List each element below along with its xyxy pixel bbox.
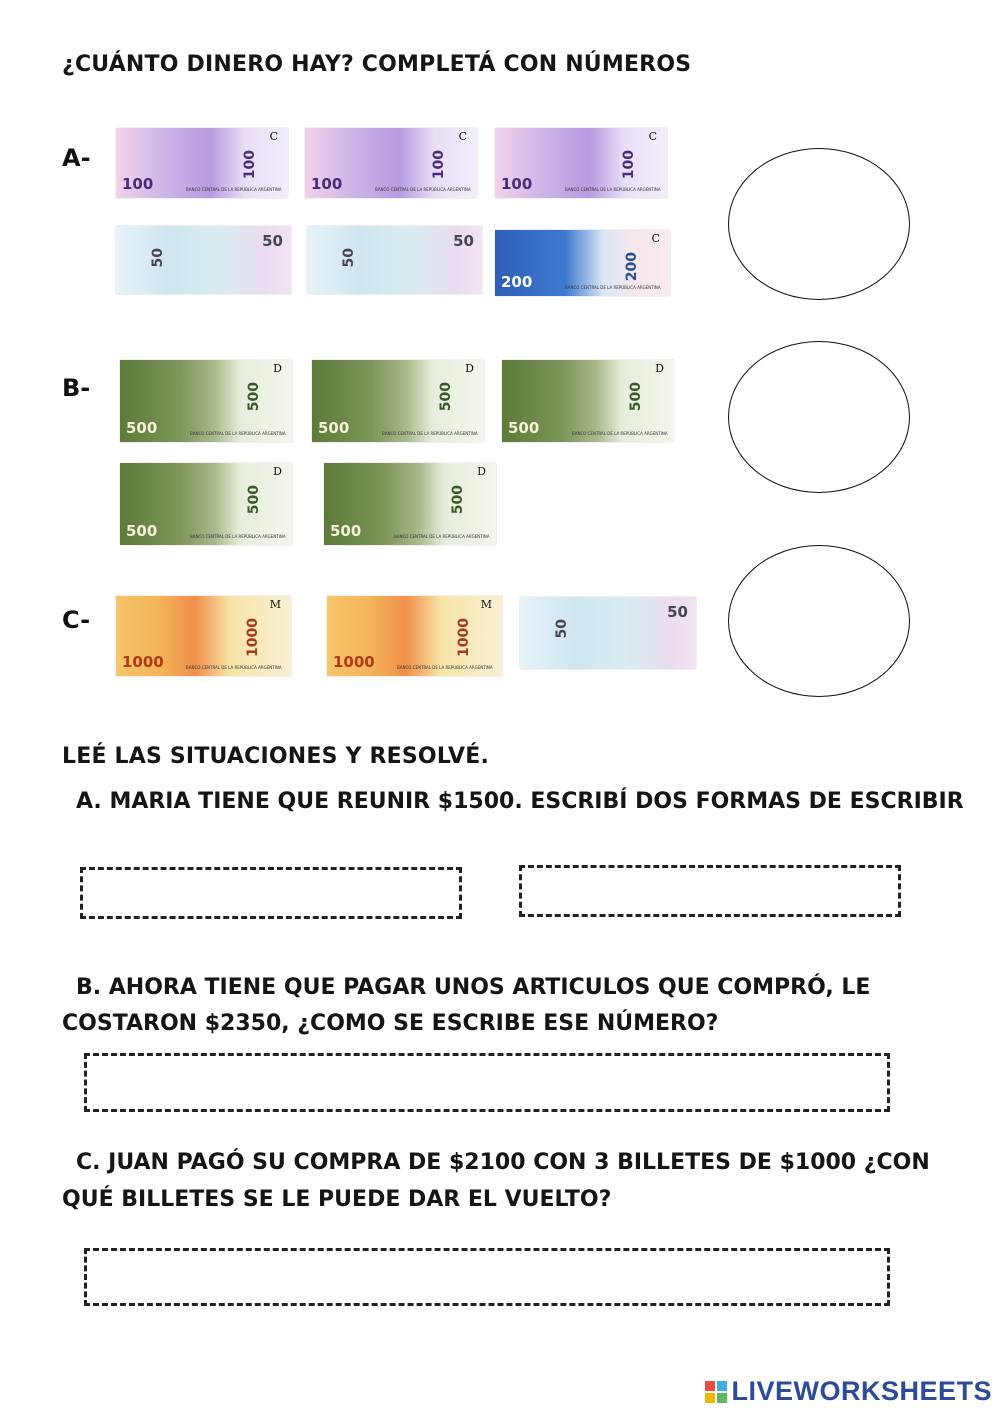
note-value-side: 100 — [431, 150, 447, 180]
section-heading: LEÉ LAS SITUACIONES Y RESOLVÉ. — [62, 744, 490, 769]
row-a-label: A- — [62, 144, 91, 172]
answer-oval-a[interactable] — [728, 148, 910, 300]
note-value-side: 50 — [341, 248, 357, 268]
banknote-50 — [307, 226, 482, 294]
note-bank-text: BANCO CENTRAL DE LA REPÚBLICA ARGENTINA — [565, 187, 661, 192]
logo-square — [717, 1393, 727, 1403]
note-value-side: 200 — [624, 252, 640, 282]
note-value-side: 500 — [246, 382, 262, 412]
note-bank-text: BANCO CENTRAL DE LA REPÚBLICA ARGENTINA — [397, 665, 493, 670]
note-letter: C — [648, 130, 657, 143]
note-letter: D — [273, 465, 282, 478]
worksheet-title: ¿CUÁNTO DINERO HAY? COMPLETÁ CON NÚMEROS — [62, 52, 692, 77]
note-value: 50 — [667, 603, 688, 621]
note-value: 1000 — [333, 653, 375, 671]
note-bank-text: BANCO CENTRAL DE LA REPÚBLICA ARGENTINA — [572, 431, 668, 436]
question-a: A. MARIA TIENE QUE REUNIR $1500. ESCRIBÍ DOS FORMAS DE ESCRIBIR — [76, 789, 964, 814]
note-bank-text: BANCO CENTRAL DE LA REPÚBLICA ARGENTINA — [186, 665, 282, 670]
banknote-1000 — [327, 596, 502, 676]
note-bank-text: BANCO CENTRAL DE LA REPÚBLICA ARGENTINA — [186, 187, 282, 192]
note-letter: C — [651, 232, 660, 245]
logo-square — [705, 1393, 715, 1403]
note-value: 100 — [501, 175, 533, 193]
banknote-100 — [495, 128, 667, 198]
note-letter: M — [480, 598, 492, 611]
note-value-side: 500 — [628, 382, 644, 412]
note-value-side: 1000 — [456, 618, 472, 657]
note-value-side: 500 — [450, 485, 466, 515]
note-value-side: 100 — [621, 150, 637, 180]
note-value: 100 — [122, 175, 154, 193]
note-value-side: 500 — [246, 485, 262, 515]
logo-square — [717, 1381, 727, 1391]
logo-mark-icon — [705, 1381, 727, 1403]
note-value: 200 — [501, 273, 533, 291]
note-value: 100 — [311, 175, 343, 193]
banknote-50 — [520, 597, 696, 669]
note-value: 500 — [126, 419, 158, 437]
note-bank-text: BANCO CENTRAL DE LA REPÚBLICA ARGENTINA — [190, 431, 286, 436]
note-bank-text: BANCO CENTRAL DE LA REPÚBLICA ARGENTINA — [382, 431, 478, 436]
row-c-label: C- — [62, 606, 91, 634]
note-letter: D — [273, 362, 282, 375]
banknote-1000 — [116, 596, 291, 676]
note-value: 50 — [262, 232, 283, 250]
note-bank-text: BANCO CENTRAL DE LA REPÚBLICA ARGENTINA — [394, 534, 490, 539]
answer-oval-b[interactable] — [728, 341, 910, 493]
note-value: 500 — [330, 522, 362, 540]
note-value: 1000 — [122, 653, 164, 671]
note-letter: D — [655, 362, 664, 375]
banknote-50 — [116, 226, 291, 294]
note-value-side: 50 — [554, 619, 570, 639]
note-letter: C — [458, 130, 467, 143]
note-value: 500 — [318, 419, 350, 437]
note-bank-text: BANCO CENTRAL DE LA REPÚBLICA ARGENTINA — [190, 534, 286, 539]
question-c-line2: QUÉ BILLETES SE LE PUEDE DAR EL VUELTO? — [62, 1187, 612, 1212]
question-c-line1: C. JUAN PAGÓ SU COMPRA DE $2100 CON 3 BILLETES DE $1000 ¿CON — [76, 1150, 930, 1175]
liveworksheets-logo — [705, 1376, 992, 1407]
brand-name: LIVEWORKSHEETS — [731, 1376, 992, 1406]
note-value: 50 — [453, 232, 474, 250]
question-b-line2: COSTARON $2350, ¿COMO SE ESCRIBE ESE NÚMERO? — [62, 1011, 719, 1036]
note-value-side: 100 — [242, 150, 258, 180]
banknote-100 — [305, 128, 477, 198]
note-letter: D — [465, 362, 474, 375]
banknote-100 — [116, 128, 288, 198]
answer-box-a1[interactable] — [80, 867, 462, 919]
note-value-side: 1000 — [245, 618, 261, 657]
banknote-500 — [502, 360, 674, 442]
banknote-500 — [312, 360, 484, 442]
note-letter: D — [477, 465, 486, 478]
note-bank-text: BANCO CENTRAL DE LA REPÚBLICA ARGENTINA — [375, 187, 471, 192]
answer-box-b[interactable] — [84, 1053, 890, 1112]
question-b-line1: B. AHORA TIENE QUE PAGAR UNOS ARTICULOS QUE COMPRÓ, LE — [76, 975, 871, 1000]
answer-box-a2[interactable] — [519, 865, 901, 917]
note-value-side: 500 — [438, 382, 454, 412]
answer-oval-c[interactable] — [728, 545, 910, 697]
answer-box-c[interactable] — [84, 1248, 890, 1306]
banknote-500 — [324, 463, 496, 545]
note-letter: C — [269, 130, 278, 143]
note-bank-text: BANCO CENTRAL DE LA REPÚBLICA ARGENTINA — [565, 285, 661, 290]
note-letter: M — [269, 598, 281, 611]
note-value-side: 50 — [150, 248, 166, 268]
note-value: 500 — [126, 522, 158, 540]
banknote-500 — [120, 360, 292, 442]
banknote-200 — [495, 230, 670, 296]
banknote-500 — [120, 463, 292, 545]
note-value: 500 — [508, 419, 540, 437]
logo-square — [705, 1381, 715, 1391]
row-b-label: B- — [62, 374, 91, 402]
